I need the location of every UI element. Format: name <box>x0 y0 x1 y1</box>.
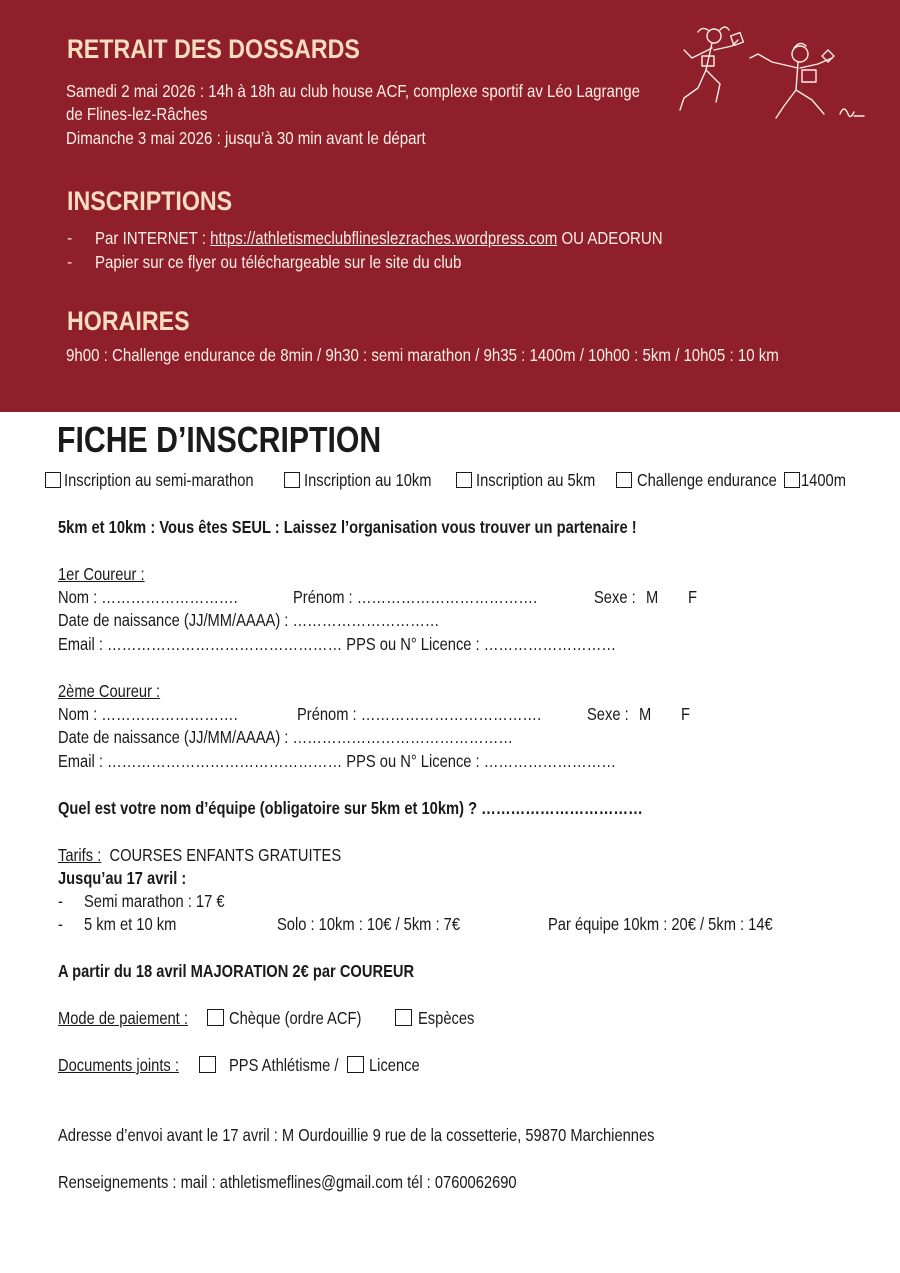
1400m-checkbox[interactable] <box>784 472 800 488</box>
payment-label: Mode de paiement : <box>58 1008 188 1028</box>
price-semi: Semi marathon : 17 € <box>84 891 225 911</box>
runner2-sexe-f[interactable]: F <box>681 704 690 724</box>
runner2-dob-field[interactable]: Date de naissance (JJ/MM/AAAA) : ……………………………………… <box>58 727 513 747</box>
form-title: FICHE D’INSCRIPTION <box>57 419 382 460</box>
bullet-paper: - <box>67 254 73 271</box>
runner2-nom-field[interactable]: Nom : ………………………. <box>58 704 238 724</box>
horaires-title: HORAIRES <box>67 306 190 336</box>
runner1-dob-field[interactable]: Date de naissance (JJ/MM/AAAA) : ………………………… <box>58 610 440 630</box>
5km-checkbox[interactable] <box>456 472 472 488</box>
licence-label: Licence <box>369 1055 420 1075</box>
option-challenge-endurance: Challenge endurance <box>637 470 777 490</box>
runner1-email-field[interactable]: Email : ………………………………………… PPS ou N° Licence : ……………………… <box>58 634 617 654</box>
internet-prefix: Par INTERNET : <box>95 228 211 248</box>
price-km-label: 5 km et 10 km <box>84 914 177 934</box>
runner2-heading: 2ème Coureur : <box>58 681 161 701</box>
10km-checkbox[interactable] <box>284 472 300 488</box>
especes-label: Espèces <box>418 1008 475 1028</box>
tarifs-line <box>58 845 341 866</box>
runners-illustration <box>672 18 872 128</box>
partner-note: 5km et 10km : Vous êtes SEUL : Laissez l’organisation vous trouver un partenaire ! <box>58 517 637 537</box>
runner1-heading: 1er Coureur : <box>58 564 145 584</box>
contact-info: Renseignements : mail : athletismeflines@gmail.com tél : 0760062690 <box>58 1172 517 1192</box>
retrait-title: RETRAIT DES DOSSARDS <box>67 34 360 64</box>
licence-checkbox[interactable] <box>347 1056 364 1073</box>
retrait-line-1: Samedi 2 mai 2026 : 14h à 18h au club house ACF, complexe sportif av Léo Lagrange <box>66 81 640 101</box>
tarifs-children: COURSES ENFANTS GRATUITES <box>109 845 342 865</box>
runner2-email-field[interactable]: Email : ………………………………………… PPS ou N° Licence : ……………………… <box>58 751 617 771</box>
option-5km: Inscription au 5km <box>476 470 596 490</box>
runner1-prenom-field[interactable]: Prénom : ………………………………. <box>293 587 538 607</box>
dash-1: - <box>58 891 63 911</box>
retrait-line-2: de Flines-lez-Râches <box>66 104 208 124</box>
internet-suffix: OU ADEORUN <box>557 228 663 248</box>
option-10km: Inscription au 10km <box>304 470 432 490</box>
horaires-line: 9h00 : Challenge endurance de 8min / 9h30 : semi marathon / 9h35 : 1400m / 10h00 : 5km / 10h05 : 10 km <box>66 345 779 365</box>
until-date: Jusqu’au 17 avril : <box>58 868 187 888</box>
runner1-sexe-m[interactable]: M <box>646 587 659 607</box>
challenge-endurance-checkbox[interactable] <box>616 472 632 488</box>
mailing-address: Adresse d’envoi avant le 17 avril : M Ourdouillie 9 rue de la cossetterie, 59870 Marchiennes <box>58 1125 655 1145</box>
majoration-note: A partir du 18 avril MAJORATION 2€ par COUREUR <box>58 961 415 981</box>
semi-marathon-checkbox[interactable] <box>45 472 61 488</box>
runner1-sexe-label: Sexe : <box>594 587 636 607</box>
retrait-line-3: Dimanche 3 mai 2026 : jusqu’à 30 min avant le départ <box>66 128 426 148</box>
tarifs-label: Tarifs : <box>58 845 102 865</box>
bullet-internet: - <box>67 230 73 247</box>
docs-label: Documents joints : <box>58 1055 179 1075</box>
price-solo: Solo : 10km : 10€ / 5km : 7€ <box>277 914 461 934</box>
dash-2: - <box>58 914 63 934</box>
option-semi-marathon: Inscription au semi-marathon <box>64 470 254 490</box>
inscriptions-title: INSCRIPTIONS <box>67 186 233 216</box>
cheque-checkbox[interactable] <box>207 1009 224 1026</box>
inscriptions-internet <box>95 228 663 249</box>
runner2-sexe-m[interactable]: M <box>639 704 652 724</box>
option-1400m: 1400m <box>801 470 846 490</box>
club-website-link[interactable]: https://athletismeclubflineslezraches.wordpress.com <box>210 228 558 248</box>
price-team: Par équipe 10km : 20€ / 5km : 14€ <box>548 914 773 934</box>
runner2-prenom-field[interactable]: Prénom : ………………………………. <box>297 704 542 724</box>
pps-checkbox[interactable] <box>199 1056 216 1073</box>
runner2-sexe-label: Sexe : <box>587 704 629 724</box>
inscriptions-paper: Papier sur ce flyer ou téléchargeable sur le site du club <box>95 252 462 272</box>
especes-checkbox[interactable] <box>395 1009 412 1026</box>
pps-label: PPS Athlétisme / <box>229 1055 339 1075</box>
runner1-sexe-f[interactable]: F <box>688 587 697 607</box>
team-name-field[interactable]: Quel est votre nom d’équipe (obligatoire sur 5km et 10km) ? …………………………… <box>58 798 643 818</box>
cheque-label: Chèque (ordre ACF) <box>229 1008 362 1028</box>
runner1-nom-field[interactable]: Nom : ………………………. <box>58 587 238 607</box>
